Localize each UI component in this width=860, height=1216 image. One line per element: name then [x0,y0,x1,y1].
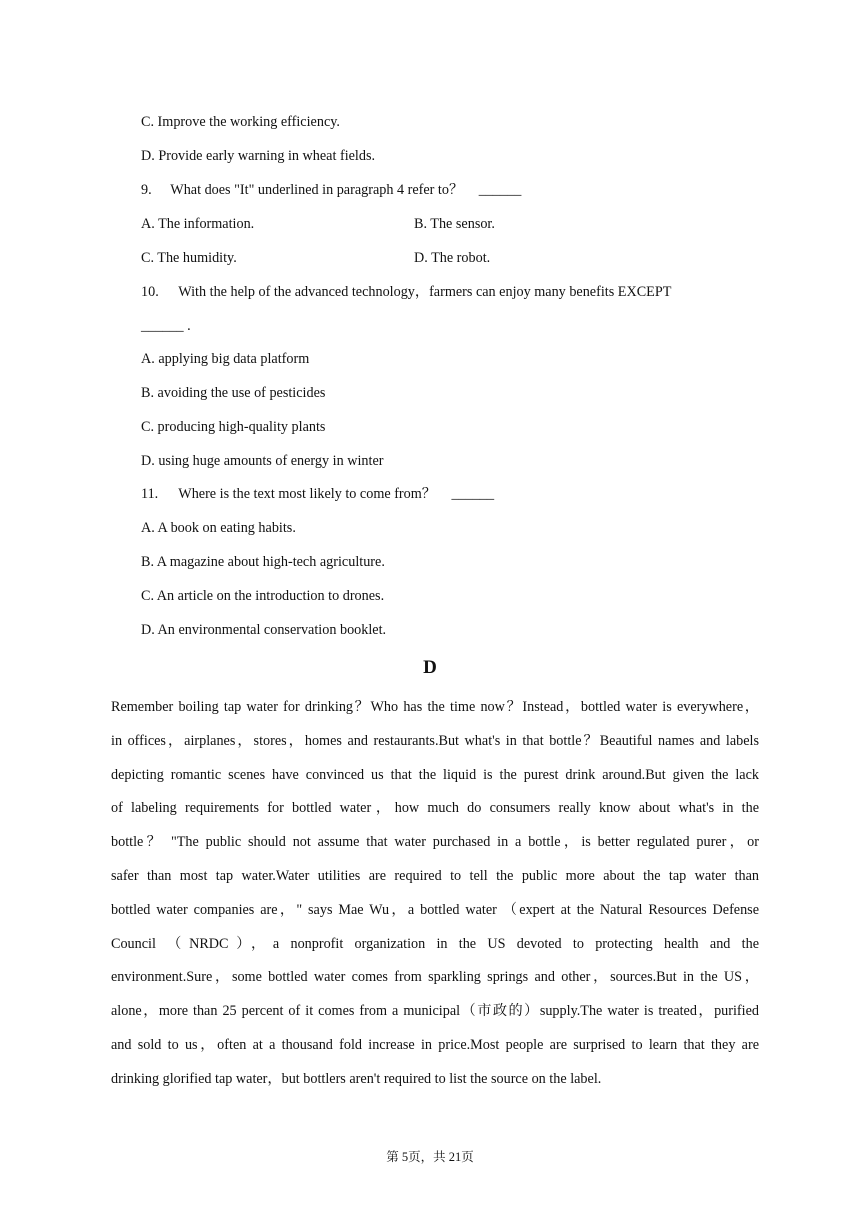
q10-option-a: A. applying big data platform [141,351,310,367]
passage-line: in offices，airplanes，stores，homes and restaurants.But what's in that bottle？Beautiful names and labels [111,732,759,749]
question-text: With the help of the advanced technology，farmers can enjoy many benefits EXCEPT [178,284,672,300]
passage-line: and sold to us，often at a thousand fold increase in price.Most people are surprised to learn that they are [111,1036,759,1053]
section-heading: D [423,657,437,678]
passage-line: depicting romantic scenes have convinced us that the liquid is the purest drink around.But given the lack [111,766,759,783]
q9-option-b: B. The sensor. [414,216,495,232]
q11-option-c: C. An article on the introduction to drones. [141,588,385,604]
question-10 [141,283,671,301]
reading-passage [111,695,759,1101]
question-number: 10. [141,284,159,300]
q9-options-row-2 [141,249,741,267]
question-text: What does "It" underlined in paragraph 4 refer to？ [170,182,464,198]
q11-option-d: D. An environmental conservation booklet. [141,622,387,638]
passage-line: Remember boiling tap water for drinking？Who has the time now？Instead，bottled water is everywhere， [111,699,759,715]
passage-line: bottle？ "The public should not assume that water purchased in a bottle，is better regulated purer，or [111,834,759,851]
question-text: Where is the text most likely to come from？ [178,486,436,502]
q9-option-c: C. The humidity. [141,250,237,266]
question-9 [141,181,521,199]
question-number: 9. [141,182,152,198]
passage-line: drinking glorified tap water，but bottlers aren't required to list the source on the label. [111,1070,602,1087]
passage-line: of labeling requirements for bottled water，how much do consumers really know about what's in the [111,800,759,817]
q10-option-d: D. using huge amounts of energy in winter [141,453,384,469]
q9-option-d: D. The robot. [414,250,491,266]
page-number-footer: 第 5页，共 21页 [386,1150,474,1164]
q9-option-a: A. The information. [141,216,255,232]
q11-option-a: A. A book on eating habits. [141,520,296,536]
question-number: 11. [141,486,159,502]
question-11 [141,485,494,503]
passage-line: bottled water companies are，" says Mae Wu，a bottled water （expert at the Natural Resources Defense [111,901,759,918]
q11-option-b: B. A magazine about high-tech agriculture. [141,554,385,570]
answer-blank: ______ [478,182,522,198]
q8-option-d: D. Provide early warning in wheat fields. [141,148,376,164]
answer-blank: ______ [451,486,495,502]
q10-answer-blank: ______ . [141,318,191,334]
passage-line: alone，more than 25 percent of it comes from a municipal（市政的）supply.The water is treated，purified [111,1003,759,1020]
q10-option-b: B. avoiding the use of pesticides [141,385,326,401]
passage-line: environment.Sure，some bottled water comes from sparkling springs and other，sources.But in the US， [111,969,759,986]
passage-line: safer than most tap water.Water utilities are required to tell the public more about the tap water than [111,867,759,884]
q10-option-c: C. producing high-quality plants [141,419,326,435]
passage-line: Council （NRDC），a nonprofit organization in the US devoted to protecting health and the [111,935,759,952]
q8-option-c: C. Improve the working efficiency. [141,114,340,130]
q9-options-row-1 [141,215,741,233]
